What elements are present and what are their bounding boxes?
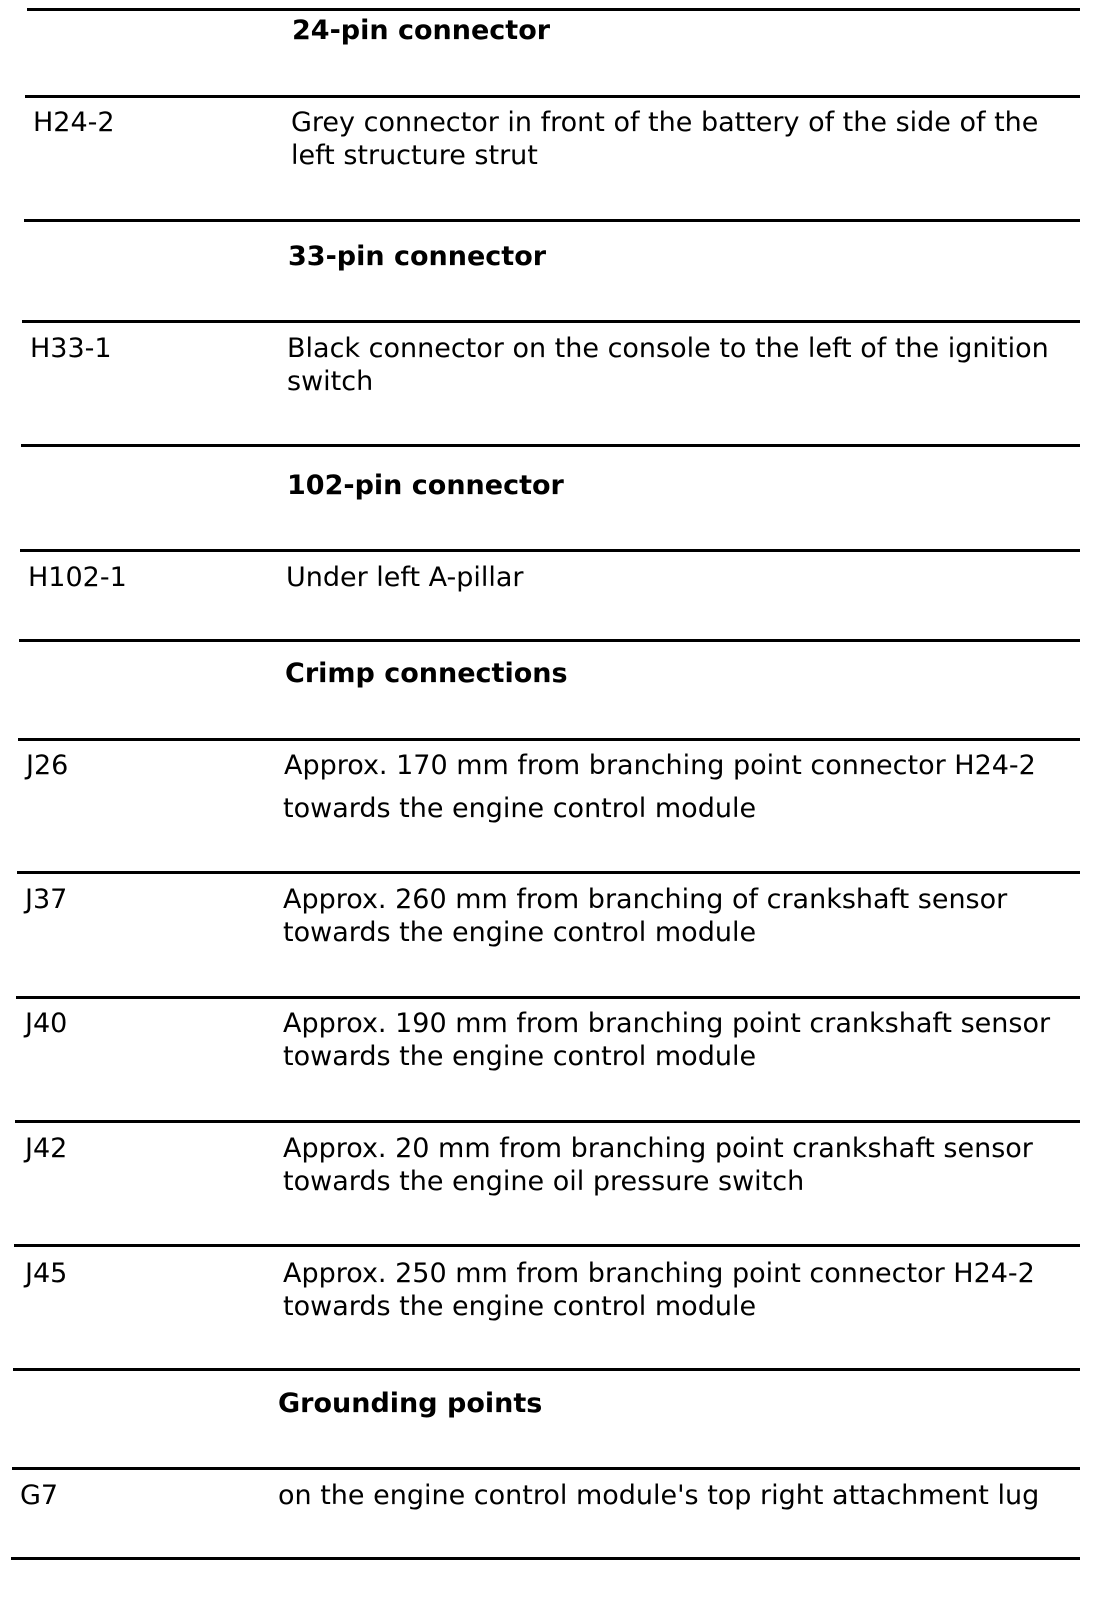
section-heading-grounding: Grounding points xyxy=(278,1388,543,1419)
table-rule xyxy=(14,1244,1080,1247)
section-heading-102-pin: 102-pin connector xyxy=(287,470,564,501)
table-rule xyxy=(22,320,1080,323)
section-heading-crimp: Crimp connections xyxy=(285,658,568,689)
crimp-location: towards the engine control module xyxy=(283,917,757,948)
crimp-location: towards the engine control module xyxy=(283,1291,757,1322)
table-rule xyxy=(24,219,1080,222)
connector-code: H24-2 xyxy=(33,107,115,138)
section-heading-33-pin: 33-pin connector xyxy=(288,241,547,272)
table-rule xyxy=(16,996,1080,999)
crimp-location: Approx. 20 mm from branching point crankshaft sensor xyxy=(283,1133,1033,1164)
crimp-location: Approx. 170 mm from branching point connector H24-2 xyxy=(284,750,1036,781)
connector-location: Black connector on the console to the left of the ignition xyxy=(287,333,1049,364)
crimp-location: Approx. 250 mm from branching point connector H24-2 xyxy=(283,1258,1035,1289)
connector-location: switch xyxy=(287,366,374,397)
crimp-location: towards the engine oil pressure switch xyxy=(283,1166,805,1197)
crimp-code: J42 xyxy=(25,1133,68,1164)
table-rule xyxy=(19,639,1080,642)
crimp-location: Approx. 260 mm from branching of crankshaft sensor xyxy=(283,884,1008,915)
connector-location: left structure strut xyxy=(291,140,538,171)
crimp-code: J40 xyxy=(25,1008,68,1039)
table-rule xyxy=(25,95,1080,98)
crimp-location: Approx. 190 mm from branching point crankshaft sensor xyxy=(283,1008,1051,1039)
table-rule xyxy=(18,738,1080,741)
table-rule xyxy=(11,1557,1080,1560)
table-rule xyxy=(13,1368,1080,1371)
table-rule xyxy=(12,1467,1080,1470)
table-rule xyxy=(20,549,1080,552)
table-rule xyxy=(21,444,1080,447)
crimp-location: towards the engine control module xyxy=(283,793,757,824)
connector-code: H102-1 xyxy=(28,562,127,593)
ground-code: G7 xyxy=(20,1480,59,1511)
table-rule xyxy=(17,871,1080,874)
connector-location: Under left A-pillar xyxy=(286,562,524,593)
crimp-location: towards the engine control module xyxy=(283,1041,757,1072)
connector-code: H33-1 xyxy=(30,333,112,364)
table-rule xyxy=(15,1120,1080,1123)
ground-location: on the engine control module's top right attachment lug xyxy=(278,1480,1040,1511)
crimp-code: J37 xyxy=(25,884,68,915)
connector-location: Grey connector in front of the battery of the side of the xyxy=(291,107,1039,138)
section-heading-24-pin: 24-pin connector xyxy=(292,15,551,46)
crimp-code: J26 xyxy=(26,750,69,781)
table-rule xyxy=(27,8,1080,11)
crimp-code: J45 xyxy=(25,1258,68,1289)
